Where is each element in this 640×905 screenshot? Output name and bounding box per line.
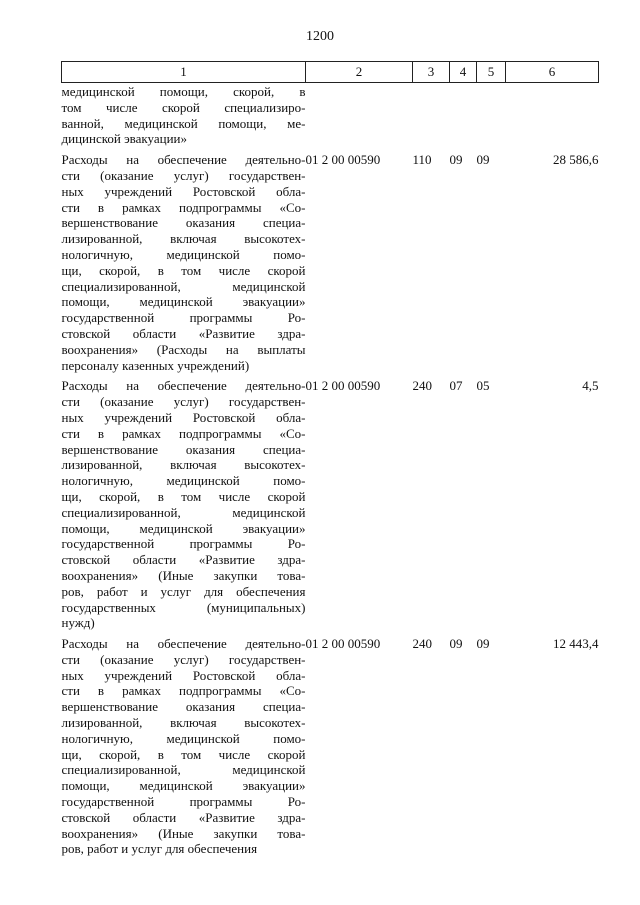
description-line: щи, скорой, в том числе скорой xyxy=(61,262,306,278)
description-line: воохранения» (Иные закупки това- xyxy=(61,567,306,583)
description-line: медицинской помощи, скорой, в xyxy=(61,84,306,99)
description-line: ров, работ и услуг для обеспечения xyxy=(61,583,306,599)
subsection-code: 09 xyxy=(476,636,490,652)
expense-type-code: 240 xyxy=(412,378,432,394)
table-body xyxy=(62,83,599,863)
header-row xyxy=(62,62,599,83)
description-line: Расходы на обеспечение деятельно- xyxy=(61,636,306,652)
amount-value: 28 586,6 xyxy=(553,152,599,168)
description-line: стовской области «Развитие здра- xyxy=(61,809,306,825)
subsection-code: 09 xyxy=(476,152,490,168)
description-line: щи, скорой, в том числе скорой xyxy=(61,488,306,504)
column-header: 4 xyxy=(450,62,477,83)
table-row xyxy=(62,83,599,153)
amount-value: 4,5 xyxy=(582,378,599,394)
description-line: специализированной, медицинской xyxy=(61,278,306,294)
column-header: 2 xyxy=(306,62,413,83)
description-line: нужд) xyxy=(61,615,95,631)
description-line: государственной программы Ро- xyxy=(61,310,306,326)
description-line: ных учреждений Ростовской обла- xyxy=(61,409,306,425)
section-code: 09 xyxy=(449,152,463,168)
description-line: том числе скорой специализиро- xyxy=(61,99,306,115)
table-row xyxy=(62,636,599,862)
description-line: сти в рамках подпрограммы «Со- xyxy=(61,199,306,215)
target-article-code: 01 2 00 00590 xyxy=(305,378,381,394)
page-number: 1200 xyxy=(306,29,334,44)
subsection-code: 05 xyxy=(476,378,490,394)
description-line: помощи, медицинской эвакуации» xyxy=(61,778,306,794)
section-code xyxy=(450,83,477,153)
expense-type-code: 240 xyxy=(412,636,432,652)
table-row xyxy=(62,152,599,378)
column-header: 5 xyxy=(477,62,506,83)
amount-value: 12 443,4 xyxy=(553,636,599,652)
budget-table xyxy=(61,61,599,862)
description-line: ных учреждений Ростовской обла- xyxy=(61,667,306,683)
row-description xyxy=(62,152,306,378)
description-line: вершенствование оказания специа- xyxy=(61,441,306,457)
description-line: вершенствование оказания специа- xyxy=(61,699,306,715)
description-line: государственной программы Ро- xyxy=(61,794,306,810)
description-line: лизированной, включая высокотех- xyxy=(61,457,306,473)
row-description xyxy=(62,378,306,636)
description-line: сти (оказание услуг) государствен- xyxy=(61,394,306,410)
description-line: государственных (муниципальных) xyxy=(61,599,306,615)
description-line: ров, работ и услуг для обеспечения xyxy=(61,841,258,857)
expense-type-code xyxy=(413,83,450,153)
description-line: лизированной, включая высокотех- xyxy=(61,715,306,731)
row-description xyxy=(62,83,306,153)
description-line: стовской области «Развитие здра- xyxy=(61,552,306,568)
expense-type-code: 110 xyxy=(412,152,432,168)
description-line: вершенствование оказания специа- xyxy=(61,215,306,231)
target-article-code xyxy=(306,83,413,153)
description-line: персоналу казенных учреждений) xyxy=(61,357,250,373)
description-line: ванной, медицинской помощи, ме- xyxy=(61,115,306,131)
description-line: нологичную, медицинской помо- xyxy=(61,246,306,262)
description-line: нологичную, медицинской помо- xyxy=(61,473,306,489)
subsection-code xyxy=(477,83,506,153)
column-header: 6 xyxy=(506,62,599,83)
description-line: ных учреждений Ростовской обла- xyxy=(61,183,306,199)
description-line: воохранения» (Иные закупки това- xyxy=(61,825,306,841)
description-line: специализированной, медицинской xyxy=(61,762,306,778)
amount-value xyxy=(506,83,599,153)
description-line: специализированной, медицинской xyxy=(61,504,306,520)
description-line: сти в рамках подпрограммы «Со- xyxy=(61,683,306,699)
description-line: щи, скорой, в том числе скорой xyxy=(61,746,306,762)
target-article-code: 01 2 00 00590 xyxy=(305,636,381,652)
description-line: Расходы на обеспечение деятельно- xyxy=(61,152,306,168)
target-article-code: 01 2 00 00590 xyxy=(305,152,381,168)
table-row xyxy=(62,378,599,636)
row-description xyxy=(62,636,306,862)
description-line: нологичную, медицинской помо- xyxy=(61,730,306,746)
section-code: 09 xyxy=(449,636,463,652)
description-line: воохранения» (Расходы на выплаты xyxy=(61,341,306,357)
description-line: дицинской эвакуации» xyxy=(61,131,187,147)
description-line: сти (оказание услуг) государствен- xyxy=(61,651,306,667)
description-line: помощи, медицинской эвакуации» xyxy=(61,294,306,310)
description-line: помощи, медицинской эвакуации» xyxy=(61,520,306,536)
description-line: стовской области «Развитие здра- xyxy=(61,325,306,341)
description-line: государственной программы Ро- xyxy=(61,536,306,552)
description-line: сти (оказание услуг) государствен- xyxy=(61,167,306,183)
column-header: 1 xyxy=(62,62,306,83)
section-code: 07 xyxy=(449,378,463,394)
description-line: лизированной, включая высокотех- xyxy=(61,231,306,247)
description-line: сти в рамках подпрограммы «Со- xyxy=(61,425,306,441)
description-line: Расходы на обеспечение деятельно- xyxy=(61,378,306,394)
column-header: 3 xyxy=(413,62,450,83)
